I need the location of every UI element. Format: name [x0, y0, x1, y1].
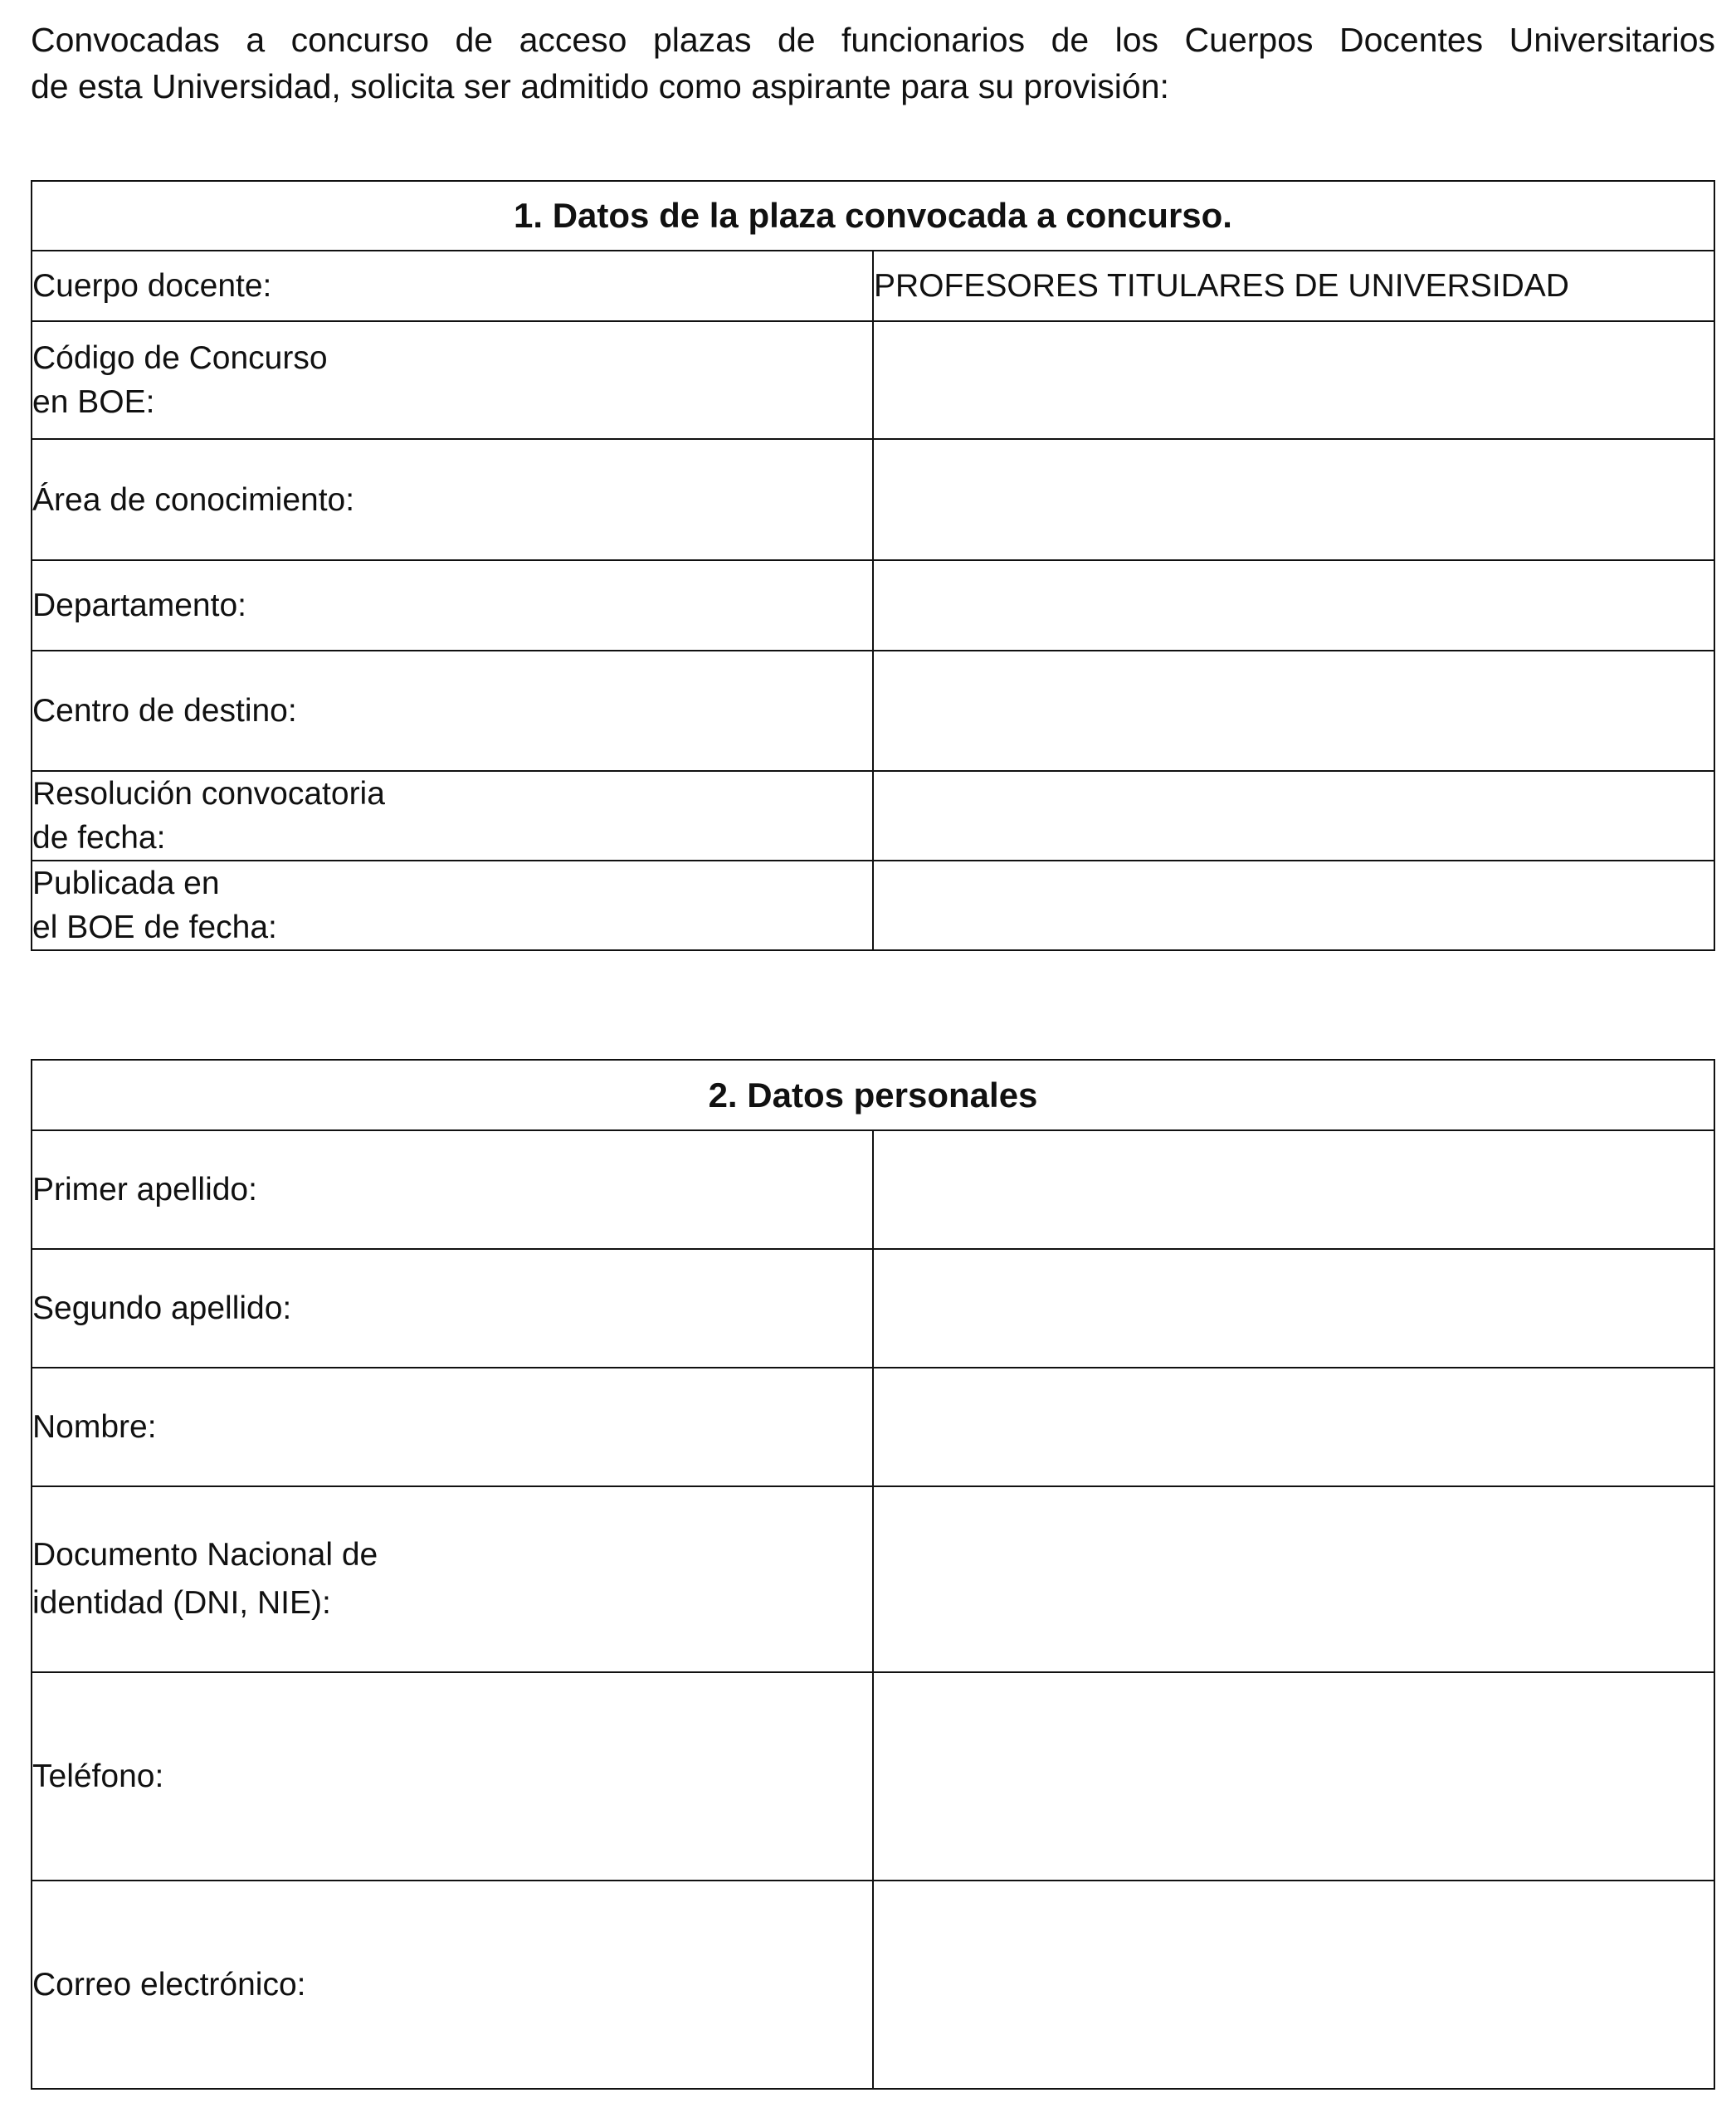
cuerpo-docente-label: Cuerpo docente: — [32, 251, 873, 321]
area-conocimiento-field[interactable] — [873, 439, 1714, 560]
intro-line-2: de esta Universidad, solicita ser admitido como aspirante para su provisión: — [31, 67, 1169, 105]
table-row — [32, 321, 1714, 439]
nombre-label: Nombre: — [32, 1368, 873, 1486]
section2-title: 2. Datos personales — [32, 1060, 1714, 1130]
primer-apellido-label: Primer apellido: — [32, 1130, 873, 1249]
table-row — [32, 651, 1714, 771]
telefono-field[interactable] — [873, 1672, 1714, 1881]
codigo-concurso-field[interactable] — [873, 321, 1714, 439]
table-row — [32, 1672, 1714, 1881]
segundo-apellido-field[interactable] — [873, 1249, 1714, 1368]
correo-electronico-label: Correo electrónico: — [32, 1881, 873, 2089]
dni-field[interactable] — [873, 1486, 1714, 1672]
table-row — [32, 251, 1714, 321]
table-row — [32, 439, 1714, 560]
nombre-field[interactable] — [873, 1368, 1714, 1486]
primer-apellido-field[interactable] — [873, 1130, 1714, 1249]
table-row — [32, 861, 1714, 950]
publicada-boe-field[interactable] — [873, 861, 1714, 950]
centro-destino-field[interactable] — [873, 651, 1714, 771]
departamento-field[interactable] — [873, 560, 1714, 651]
intro-paragraph — [31, 17, 1715, 110]
table-row — [32, 1486, 1714, 1672]
table-row — [32, 560, 1714, 651]
telefono-label: Teléfono: — [32, 1672, 873, 1881]
area-conocimiento-label: Área de conocimiento: — [32, 439, 873, 560]
departamento-label: Departamento: — [32, 560, 873, 651]
table-row — [32, 1368, 1714, 1486]
segundo-apellido-label: Segundo apellido: — [32, 1249, 873, 1368]
cuerpo-docente-field[interactable]: PROFESORES TITULARES DE UNIVERSIDAD — [873, 251, 1714, 321]
personal-data-table — [31, 1059, 1715, 2090]
table-row — [32, 1249, 1714, 1368]
plaza-data-table — [31, 180, 1715, 951]
section1-title: 1. Datos de la plaza convocada a concurso. — [32, 181, 1714, 251]
centro-destino-label: Centro de destino: — [32, 651, 873, 771]
table-row — [32, 1881, 1714, 2089]
resolucion-convocatoria-label: Resolución convocatoria de fecha: — [32, 771, 873, 861]
publicada-boe-label: Publicada en el BOE de fecha: — [32, 861, 873, 950]
intro-line-1: Convocadas a concurso de acceso plazas de funcionarios de los Cuerpos Docentes Universitarios — [31, 21, 1715, 59]
resolucion-convocatoria-field[interactable] — [873, 771, 1714, 861]
table-row — [32, 771, 1714, 861]
table-row — [32, 1130, 1714, 1249]
codigo-concurso-label: Código de Concurso en BOE: — [32, 321, 873, 439]
correo-electronico-field[interactable] — [873, 1881, 1714, 2089]
dni-label: Documento Nacional de identidad (DNI, NIE): — [32, 1486, 873, 1672]
